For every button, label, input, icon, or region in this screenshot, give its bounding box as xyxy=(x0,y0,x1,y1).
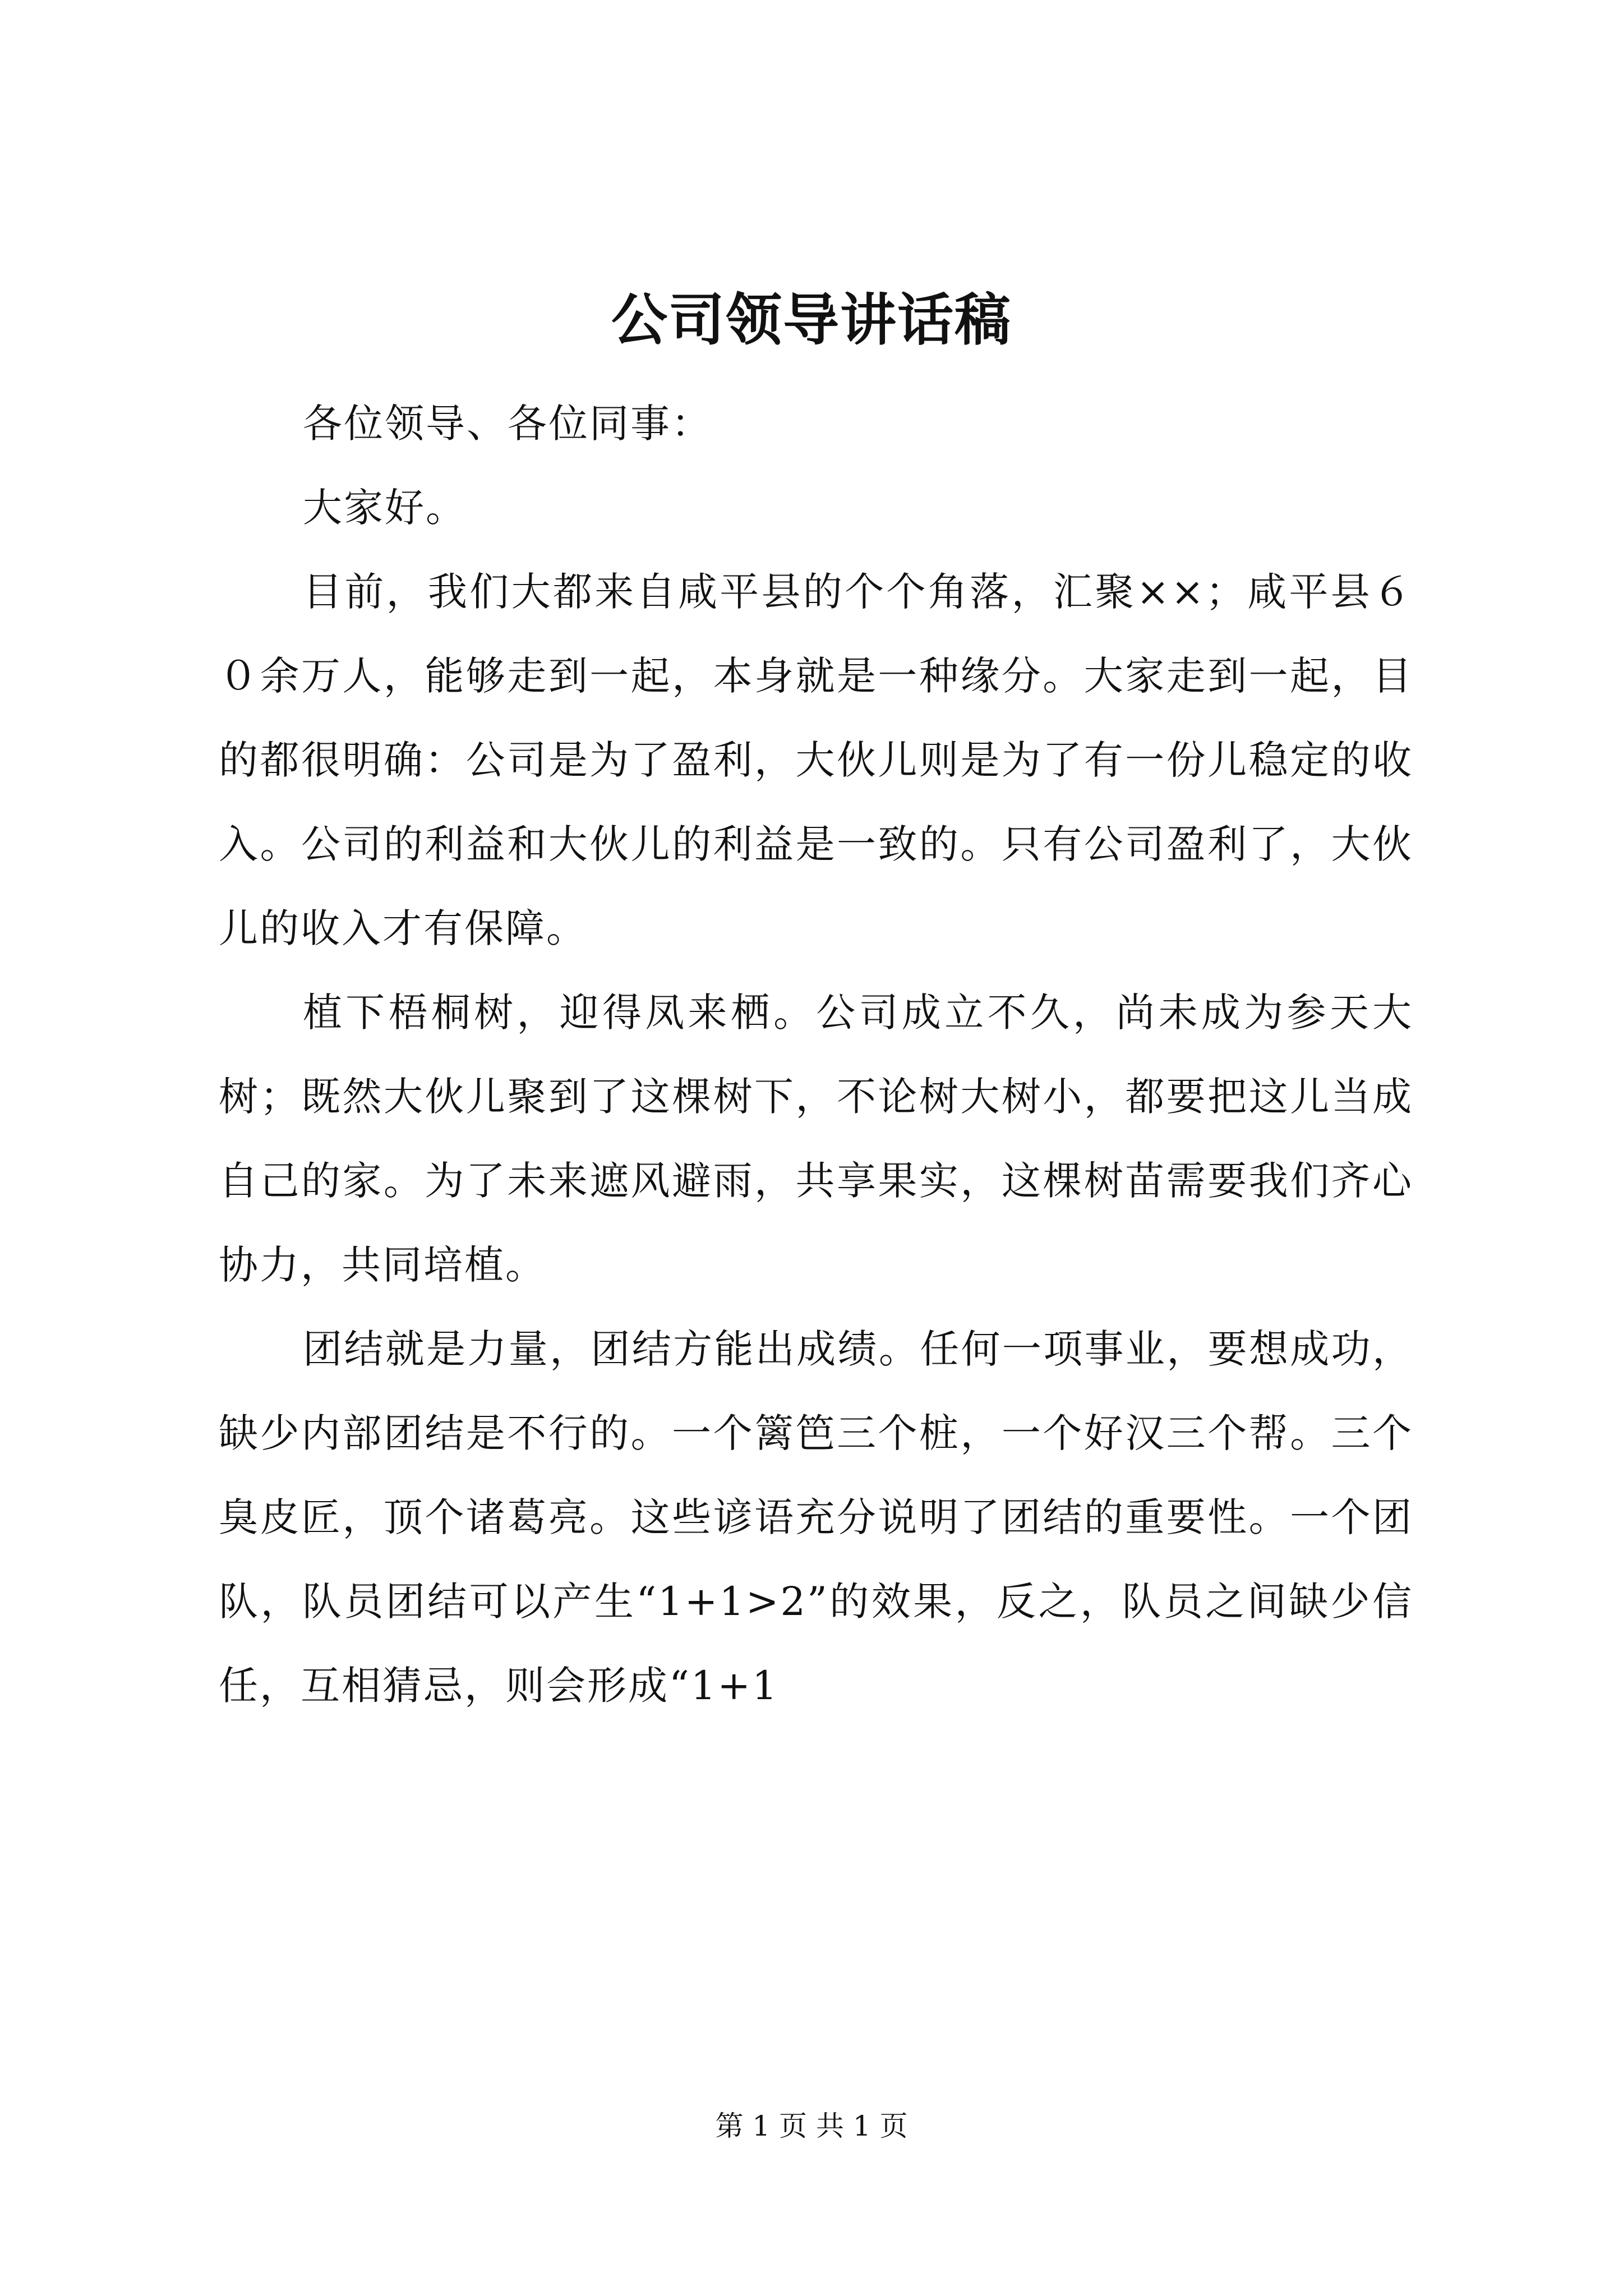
paragraph-2: 植下梧桐树，迎得凤来栖。公司成立不久，尚未成为参天大树；既然大伙儿聚到了这棵树下，不论树大树小，都要把这儿当成自己的家。为了未来遮风避雨，共享果实，这棵树苗需要我们齐心协力，共同培植。 xyxy=(219,990,1413,1288)
paragraph-greeting: 大家好。 xyxy=(303,485,467,531)
document-body xyxy=(219,381,1413,1728)
page-footer: 第 1 页 共 1 页 xyxy=(715,2110,908,2142)
paragraph-1: 目前，我们大都来自咸平县的个个角落，汇聚××；咸平县６０余万人，能够走到一起，本身就是一种缘分。大家走到一起，目的都很明确：公司是为了盈利，大伙儿则是为了有一份儿稳定的收入。公司的利益和大伙儿的利益是一致的。只有公司盈利了，大伙儿的收入才有保障。 xyxy=(219,569,1413,951)
paragraph-salutation: 各位领导、各位同事： xyxy=(303,401,712,447)
document-title: 公司领导讲话稿 xyxy=(611,287,1012,353)
paragraph-3: 团结就是力量，团结方能出成绩。任何一项事业，要想成功，缺少内部团结是不行的。一个篱笆三个桩，一个好汉三个帮。三个臭皮匠，顶个诸葛亮。这些谚语充分说明了团结的重要性。一个团队，队员团结可以产生“1+1>2”的效果，反之，队员之间缺少信任，互相猜忌，则会形成“1+1 xyxy=(219,1326,1413,1709)
